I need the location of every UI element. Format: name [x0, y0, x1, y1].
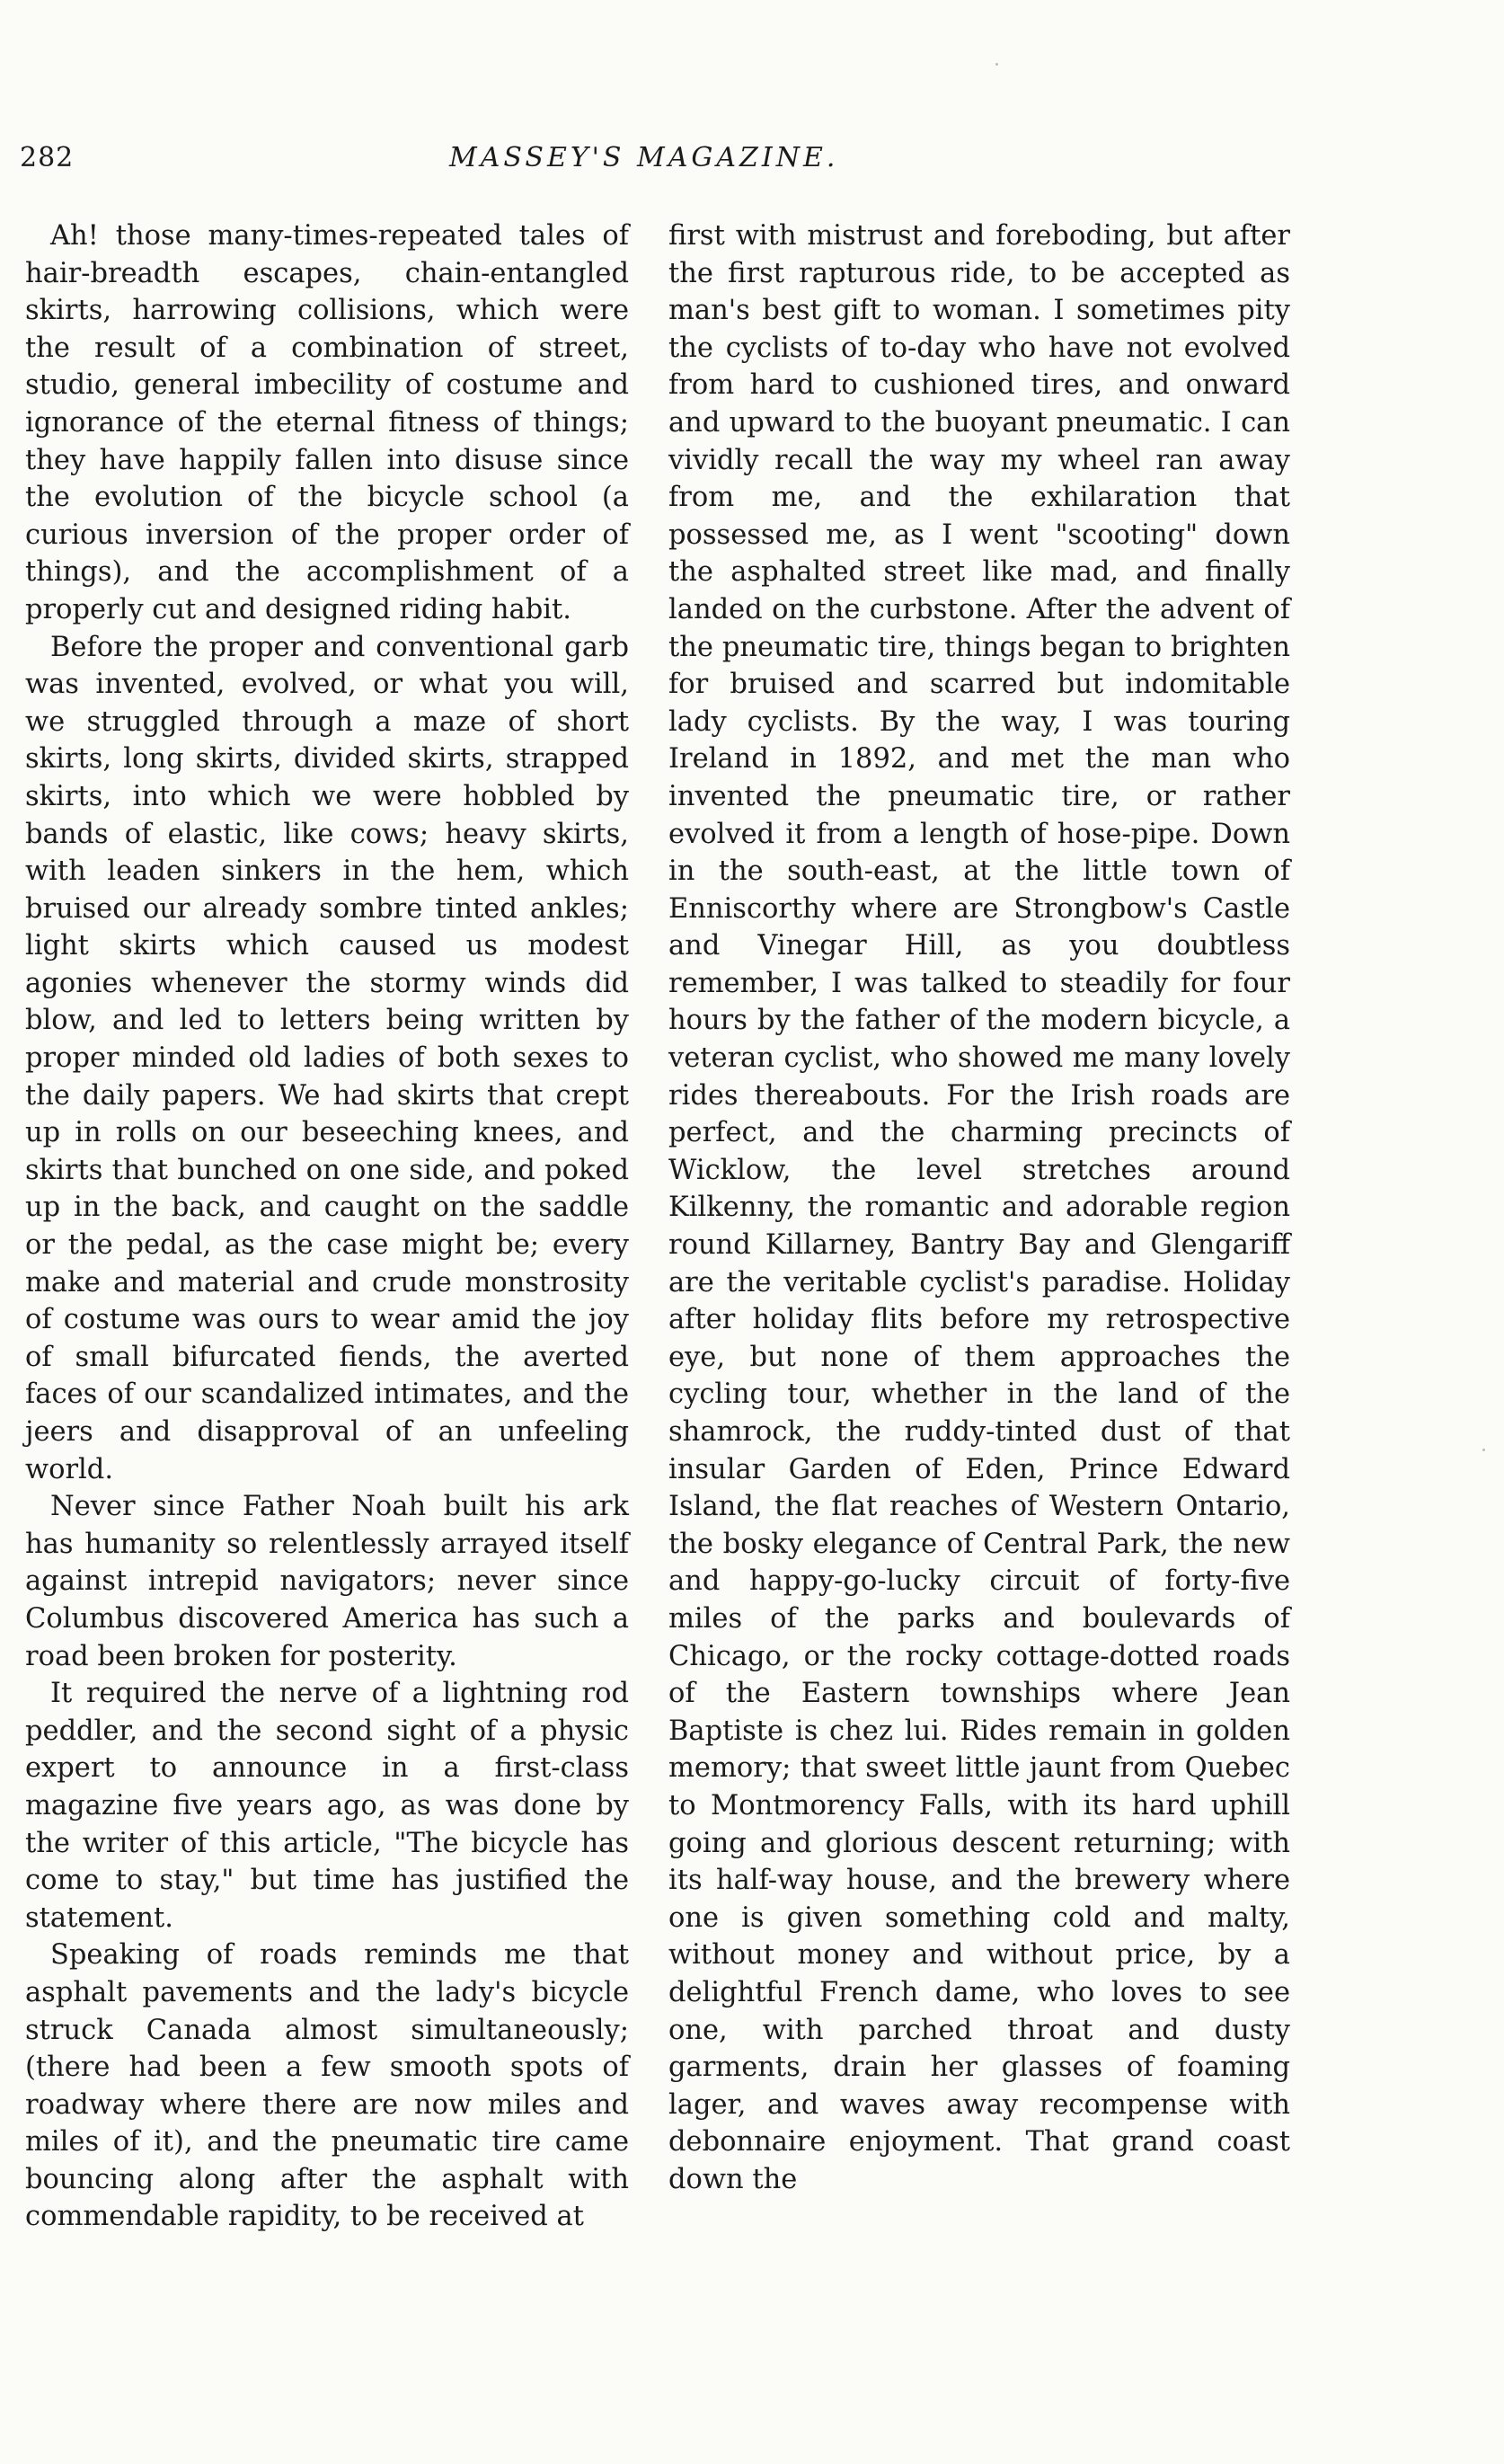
- paragraph: Before the proper and conventional garb was invented, evolved, or what you will, we struggled through a maze of short skirts, long skirts, divided skirts, strapped skirts, into which we were hobbled by bands of elastic, like cows; heavy skirts, with leaden sinkers in the hem, which bruised our already sombre tinted ankles; light skirts which caused us modest agonies whenever the stormy winds did blow, and led to letters being written by proper minded old ladies of both sexes to the daily papers. We had skirts that crept up in rolls on our beseeching knees, and skirts that bunched on one side, and poked up in the back, and caught on the saddle or the pedal, as the case might be; every make and material and crude monstrosity of costume was ours to wear amid the joy of small bifurcated fiends, the averted faces of our scandalized intimates, and the jeers and disapproval of an unfeeling world.: [25, 631, 629, 1485]
- paper-speck: [995, 63, 998, 66]
- paper-speck: [1482, 1449, 1485, 1451]
- paragraph: Speaking of roads reminds me that asphalt pavements and the lady's bicycle struck Canada almost simultaneously; (there had been a few smooth spots of roadway where there are now miles and miles of it), and the pneumatic tire came bouncing along after the asphalt with commendable rapidity, to be received at: [25, 1939, 629, 2233]
- left-column: [25, 217, 629, 2236]
- paragraph: first with mistrust and foreboding, but after the first rapturous ride, to be accepted as man's best gift to woman. I sometimes pity the cyclists of to-day who have not evolved from hard to cushioned tires, and onward and upward to the buoyant pneumatic. I can vividly recall the way my wheel ran away from me, and the exhilaration that possessed me, as I went "scooting" down the asphalted street like mad, and finally landed on the curbstone. After the advent of the pneumatic tire, things began to brighten for bruised and scarred but indomitable lady cyclists. By the way, I was touring Ireland in 1892, and met the man who invented the pneumatic tire, or rather evolved it from a length of hose-pipe. Down in the south-east, at the little town of Enniscorthy where are Strongbow's Castle and Vinegar Hill, as you doubtless remember, I was talked to steadily for four hours by the father of the modern bicycle, a veteran cyclist, who showed me many lovely rides thereabouts. For the Irish roads are perfect, and the charming precincts of Wicklow, the level stretches around Kilkenny, the romantic and adorable region round Killarney, Bantry Bay and Glengariff are the veritable cyclist's paradise. Holiday after holiday flits before my retrospective eye, but none of them approaches the cycling tour, whether in the land of the shamrock, the ruddy-tinted dust of that insular Garden of Eden, Prince Edward Island, the flat reaches of Western Ontario, the bosky elegance of Central Park, the new and happy-go-lucky circuit of forty-five miles of the parks and boulevards of Chicago, or the rocky cottage-dotted roads of the Eastern townships where Jean Baptiste is chez lui. Rides remain in golden memory; that sweet little jaunt from Quebec to Montmorency Falls, with its hard uphill going and glorious descent returning; with its half-way house, and the brewery where one is given something cold and malty, without money and without price, by a delightful French dame, who loves to see one, with parched throat and dusty garments, drain her glasses of foaming lager, and waves away recompense with debonnaire enjoyment. That grand coast down the: [668, 220, 1290, 2195]
- paragraph: Never since Father Noah built his ark has humanity so relentlessly arrayed itself against intrepid navigators; never since Columbus discovered America has such a road been broken for posterity.: [25, 1491, 629, 1672]
- running-head: MASSEY'S MAGAZINE.: [449, 142, 839, 173]
- right-column: [668, 217, 1290, 2198]
- paragraph: It required the nerve of a lightning rod peddler, and the second sight of a physic expert to announce in a first-class magazine five years ago, as was done by the writer of this article, "The bicycle has come to stay," but time has justified the statement.: [25, 1678, 629, 1934]
- page-number: 282: [20, 142, 75, 173]
- paragraph: Ah! those many-times-repeated tales of hair-breadth escapes, chain-entangled skirts, harrowing collisions, which were the result of a combination of street, studio, general imbecility of costume and ignorance of the eternal fitness of things; they have happily fallen into disuse since the evolution of the bicycle school (a curious inversion of the proper order of things), and the accomplishment of a properly cut and designed riding habit.: [25, 220, 629, 625]
